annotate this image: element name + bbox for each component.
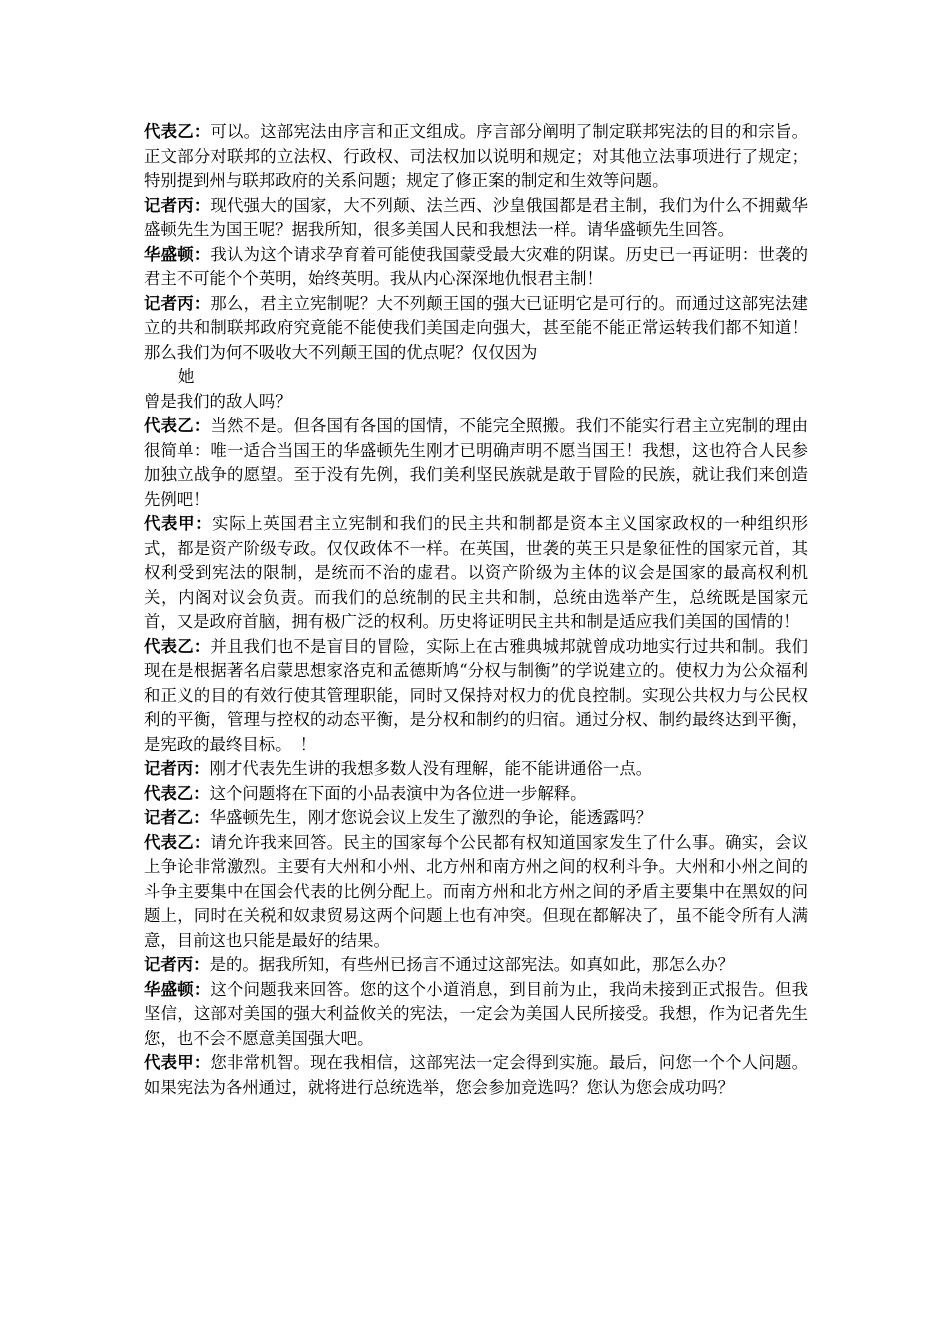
dialogue-text: 这个问题我来回答。您的这个小道消息，到目前为止，我尚未接到正式报告。但我坚信，这部对美国的强大利益攸关的宪法，一定会为美国人民所接受。我想，作为记者先生您，也不会不愿意美国强大吧。	[144, 979, 808, 1048]
dialogue-text: 那么，君主立宪制呢？大不列颠王国的强大已证明它是可行的。而通过这部宪法建立的共和制联邦政府究竟能不能使我们美国走向强大，甚至能不能正常运转我们都不知道！那么我们为何不吸收大不列颠王国的优点呢？仅仅因为	[144, 293, 808, 362]
dialogue-paragraph	[144, 953, 808, 978]
speaker-label: 记者丙：	[144, 759, 210, 778]
dialogue-fragment	[144, 365, 808, 390]
dialogue-paragraph	[144, 978, 808, 1052]
dialogue-text: 曾是我们的敌人吗？	[144, 391, 292, 411]
dialogue-paragraph	[144, 806, 808, 831]
dialogue-text: 您非常机智。现在我相信，这部宪法一定会得到实施。最后，问您一个个人问题。如果宪法为各州通过，就将进行总统选举，您会参加竞选吗？您认为您会成功吗？	[144, 1053, 808, 1097]
speaker-label: 代表乙：	[144, 832, 211, 852]
speaker-label: 记者丙：	[144, 293, 211, 313]
dialogue-paragraph	[144, 635, 808, 758]
dialogue-paragraph	[144, 120, 808, 194]
dialogue-paragraph	[144, 292, 808, 366]
dialogue-text: 当然不是。但各国有各国的国情，不能完全照搬。我们不能实行君主立宪制的理由很简单：唯一适合当国王的华盛顿先生刚才已明确声明不愿当国王！我想，这也符合人民参加独立战争的愿望。至于没有先例，我们美利坚民族就是敢于冒险的民族，就让我们来创造先例吧！	[144, 416, 808, 509]
speaker-label: 记者乙：	[144, 808, 210, 827]
dialogue-paragraph	[144, 831, 808, 954]
dialogue-body	[144, 120, 808, 1100]
speaker-label: 记者丙：	[144, 955, 210, 974]
dialogue-text: 实际上英国君主立宪制和我们的民主共和制都是资本主义国家政权的一种组织形式，都是资产阶级专政。仅仅政体不一样。在英国，世袭的英王只是象征性的国家元首，其权利受到宪法的限制，是统而不治的虚君。以资产阶级为主体的议会是国家的最高权利机关，内阁对议会负责。而我们的总统制的民主共和制，总统由选举产生，总统既是国家元首，又是政府首脑，拥有极广泛的权利。历史将证明民主共和制是适应我们美国的国情的！	[144, 514, 809, 631]
dialogue-text: 我认为这个请求孕育着可能使我国蒙受最大灾难的阴谋。历史已一再证明：世袭的君主不可能个个英明，始终英明。我从内心深深地仇恨君主制！	[144, 244, 808, 288]
dialogue-text: 华盛顿先生，刚才您说会议上发生了激烈的争论，能透露吗？	[209, 808, 653, 827]
dialogue-paragraph	[144, 414, 808, 512]
dialogue-paragraph	[144, 512, 808, 635]
dialogue-paragraph	[144, 1051, 808, 1100]
dialogue-text: 是的。据我所知，有些州已扬言不通过这部宪法。如真如此，那怎么办？	[209, 955, 735, 974]
speaker-label: 代表乙：	[144, 636, 211, 656]
dialogue-text: 请允许我来回答。民主的国家每个公民都有权知道国家发生了什么事。确实，会议上争论非常激烈。主要有大州和小州、北方州和南方州之间的权利斗争。大州和小州之间的斗争主要集中在国会代表的比例分配上。而南方州和北方州之间的矛盾主要集中在黑奴的问题上，同时在关税和奴隶贸易这两个问题上也有冲突。但现在都解决了，虽不能令所有人满意，目前这也只能是最好的结果。	[144, 832, 808, 950]
dialogue-fragment	[144, 390, 808, 415]
speaker-label: 代表甲：	[144, 1053, 211, 1072]
dialogue-paragraph	[144, 243, 808, 292]
speaker-label: 代表甲：	[144, 514, 213, 533]
speaker-label: 代表乙：	[144, 783, 210, 803]
speaker-label: 华盛顿：	[144, 244, 211, 264]
dialogue-paragraph	[144, 782, 808, 807]
dialogue-text: 她	[178, 367, 195, 386]
dialogue-text: 可以。这部宪法由序言和正文组成。序言部分阐明了制定联邦宪法的目的和宗旨。正文部分对联邦的立法权、行政权、司法权加以说明和规定；对其他立法事项进行了规定；特别提到州与联邦政府的关系问题；规定了修正案的制定和生效等问题。	[144, 122, 808, 190]
speaker-label: 华盛顿：	[144, 979, 211, 999]
dialogue-text: 现代强大的国家，大不列颠、法兰西、沙皇俄国都是君主制，我们为什么不拥戴华盛顿先生为国王呢？据我所知，很多美国人民和我想法一样。请华盛顿先生回答。	[144, 195, 808, 239]
dialogue-text: 并且我们也不是盲目的冒险，实际上在古雅典城邦就曾成功地实行过共和制。我们现在是根据著名启蒙思想家洛克和孟德斯鸠“分权与制衡”的学说建立的。使权力为公众福利和正义的目的有效行使其管理职能，同时又保持对权力的优良控制。实现公共权力与公民权利的平衡，管理与控权的动态平衡，是分权和制约的归宿。通过分权、制约最终达到平衡，是宪政的最终目标。 ！	[144, 636, 808, 754]
dialogue-paragraph	[144, 194, 808, 243]
dialogue-text: 这个问题将在下面的小品表演中为各位进一步解释。	[209, 783, 587, 803]
dialogue-paragraph	[144, 757, 808, 782]
speaker-label: 代表乙：	[144, 122, 211, 141]
speaker-label: 记者丙：	[144, 195, 211, 215]
dialogue-text: 刚才代表先生讲的我想多数人没有理解，能不能讲通俗一点。	[209, 759, 653, 778]
speaker-label: 代表乙：	[144, 416, 211, 435]
